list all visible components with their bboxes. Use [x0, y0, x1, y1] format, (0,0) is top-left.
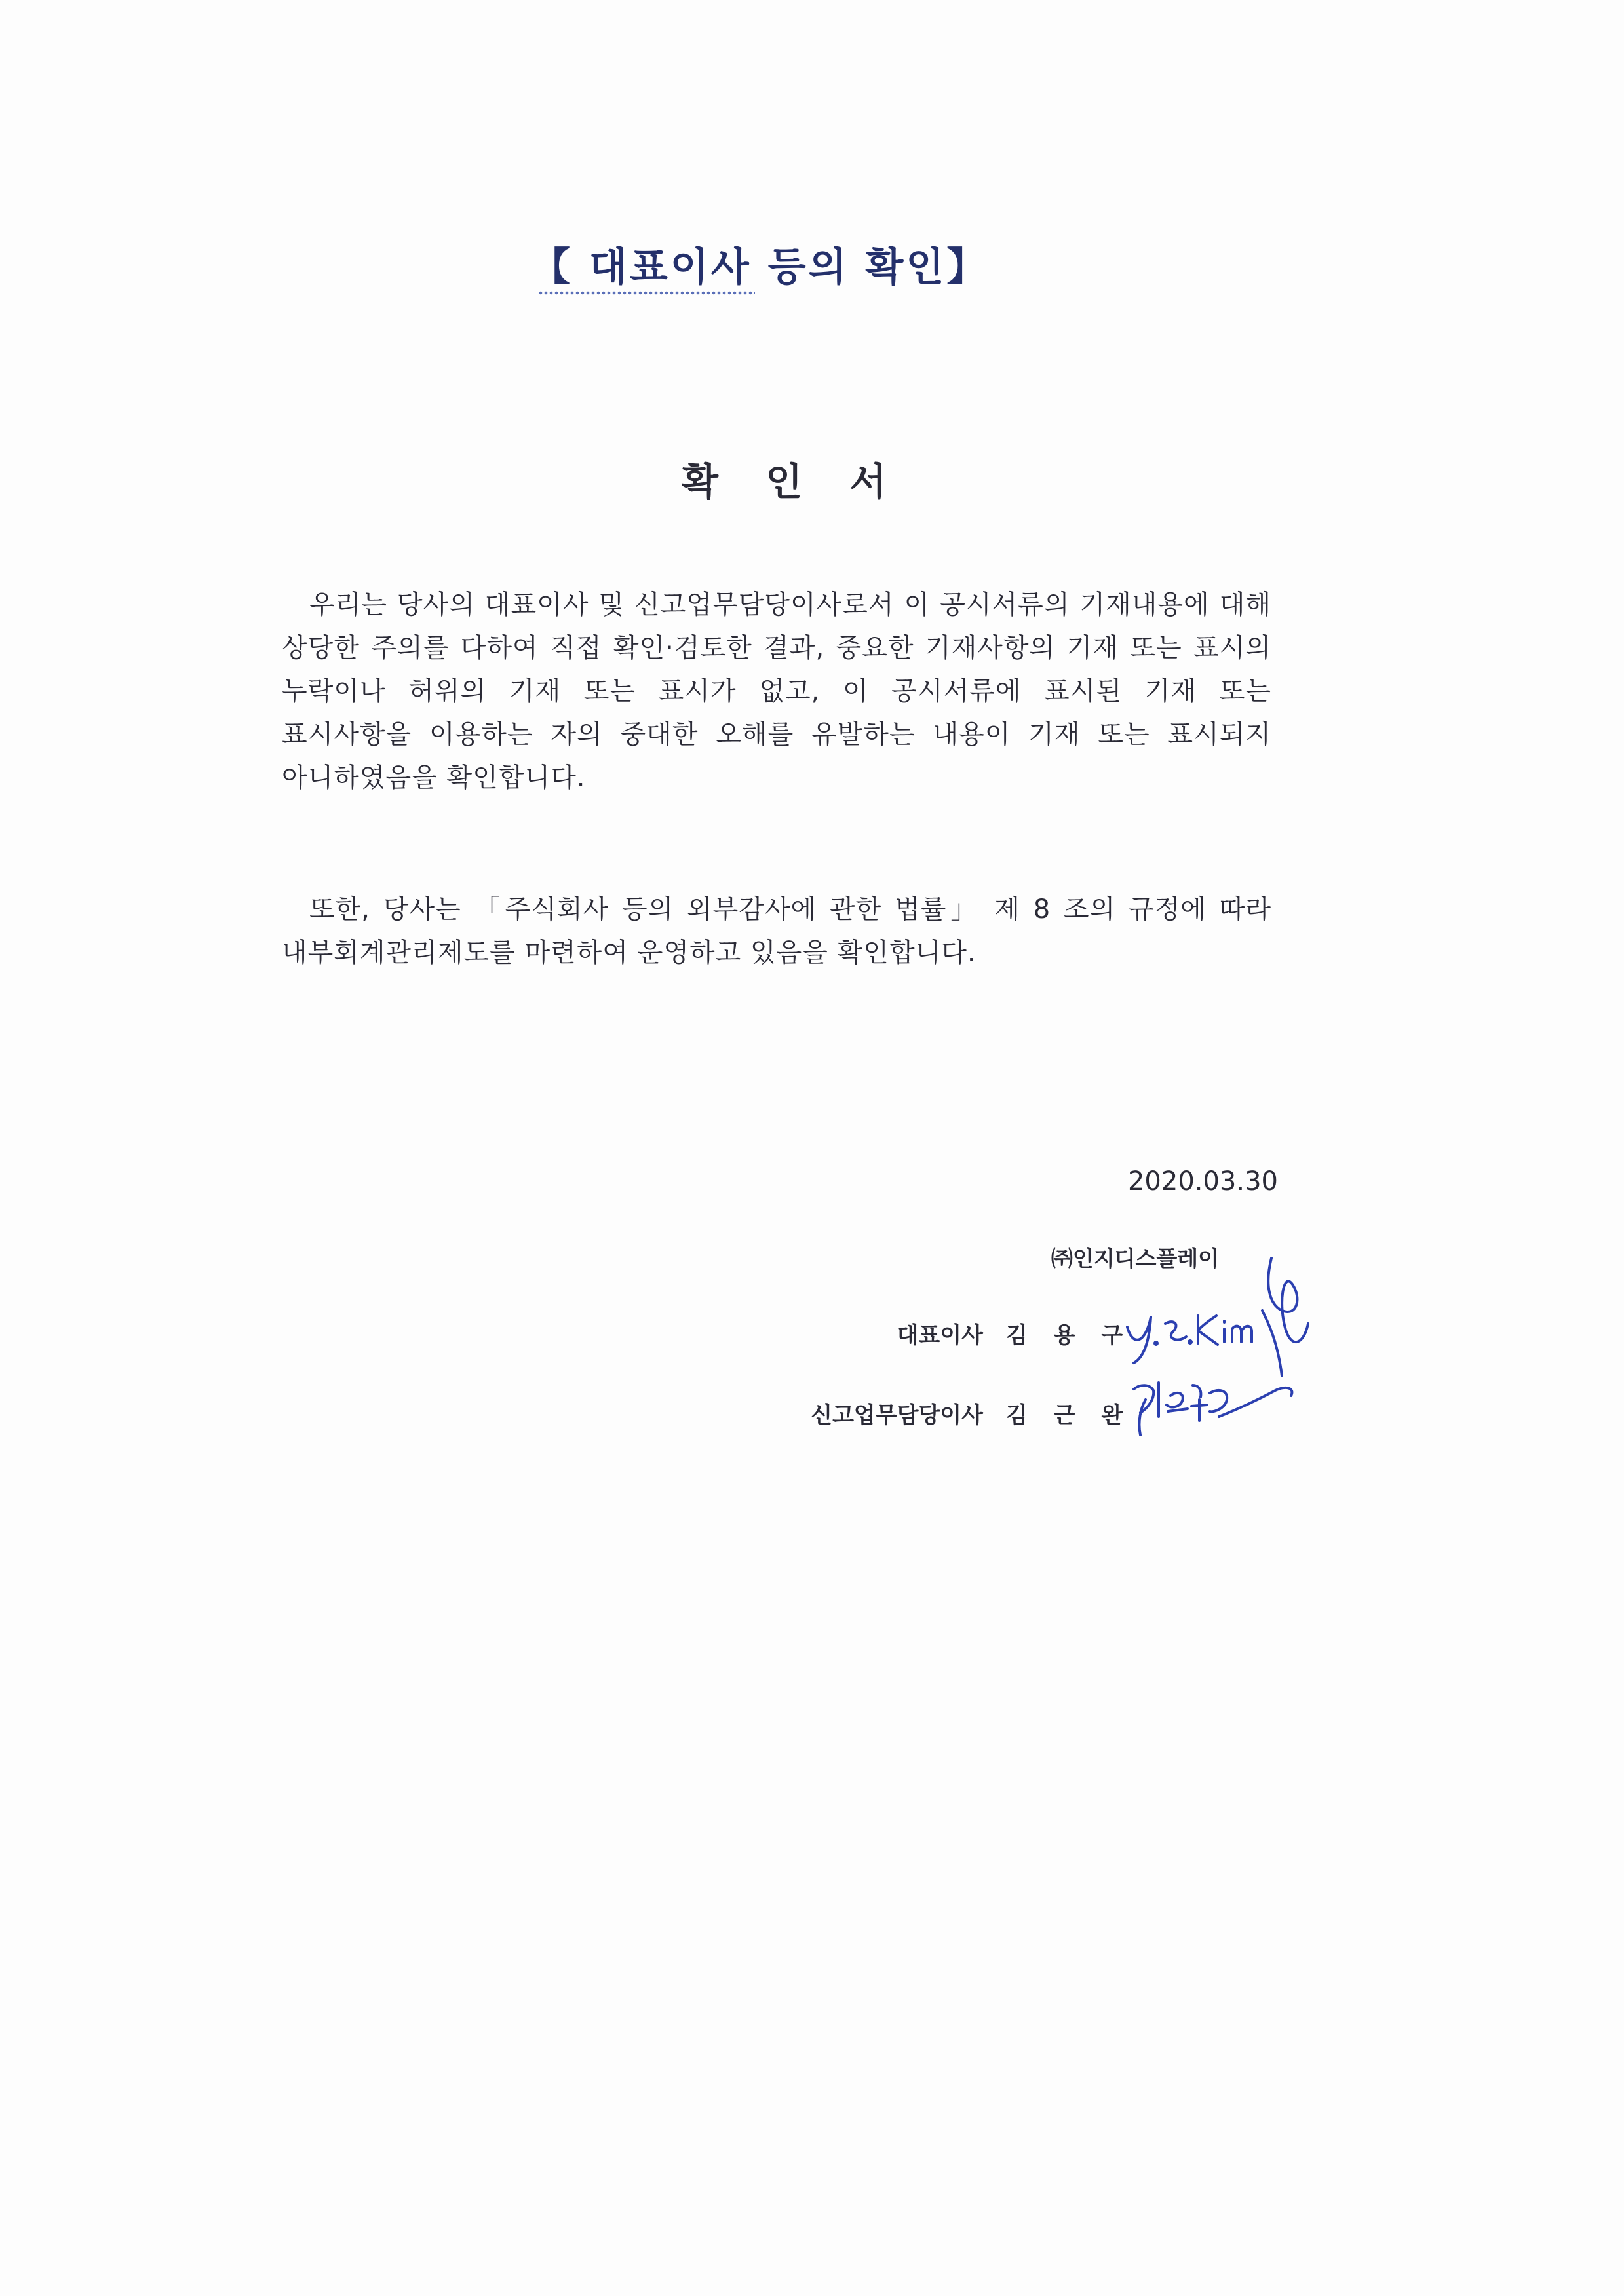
signer-name: 김 용 구 [1006, 1322, 1132, 1349]
spellcheck-underline [539, 291, 755, 295]
document-title: 확 인 서 [682, 459, 904, 504]
signer-name: 김 근 완 [1006, 1402, 1132, 1428]
signer-row-disclosure-officer [721, 1397, 1132, 1434]
handwritten-signature [1114, 1245, 1324, 1461]
section-header: 【 대표이사 등의 확인】 [531, 244, 989, 290]
signer-row-ceo [721, 1317, 1132, 1354]
company-name: ㈜인지디스플레이 [1051, 1246, 1219, 1271]
confirmation-paragraph-1: 우리는 당사의 대표이사 및 신고업무담당이사로서 이 공시서류의 기재내용에 대해 상당한 주의를 다하여 직접 확인·검토한 결과, 중요한 기재사항의 기재 또는 표시의 누락이나 허위의 기재 또는 표시가 없고, 이 공시서류에 표시된 기재 또는 표시사항을 이용하는 자의 중대한 오해를 유발하는 내용이 기재 또는 표시되지 아니하였음을 확인합니다. [282, 590, 1271, 793]
signer-role: 대표이사 [897, 1322, 983, 1349]
confirmation-paragraph-2: 또한, 당사는 「주식회사 등의 외부감사에 관한 법률」 제 8 조의 규정에 따라 내부회계관리제도를 마련하여 운영하고 있음을 확인합니다. [282, 894, 1271, 968]
document-date: 2020.03.30 [1127, 1166, 1278, 1196]
signer-role: 신고업무담당이사 [811, 1402, 983, 1428]
